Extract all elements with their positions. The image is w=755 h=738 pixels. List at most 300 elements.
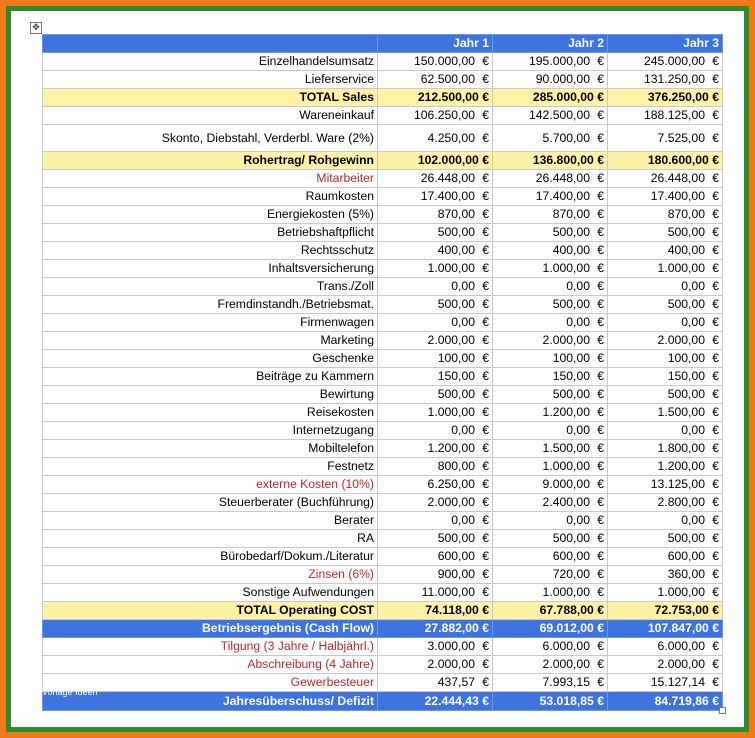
value-cell-year-1[interactable] (378, 107, 493, 125)
value-cell-year-2[interactable] (493, 674, 608, 692)
euro-symbol: € (597, 72, 604, 86)
cell-value: 1.000,00 (427, 261, 475, 275)
row-label[interactable]: Abschreibung (4 Jahre) (43, 656, 378, 674)
table-move-handle-icon[interactable]: ✥ (30, 22, 42, 34)
euro-symbol: € (597, 279, 604, 293)
euro-symbol: € (597, 459, 604, 473)
row-label[interactable]: Lieferservice (43, 71, 378, 89)
header-year-2[interactable]: Jahr 2 (493, 35, 608, 53)
row-label[interactable]: TOTAL Sales (43, 89, 378, 107)
value-cell-year-3[interactable] (608, 260, 723, 278)
value-cell-year-3[interactable] (608, 458, 723, 476)
euro-symbol: € (482, 72, 489, 86)
value-cell-year-2[interactable] (493, 494, 608, 512)
value-cell-year-1[interactable] (378, 638, 493, 656)
euro-symbol: € (712, 549, 719, 563)
cell-value: 1.800,00 (657, 441, 705, 455)
cell-value: 26.448,00 (420, 171, 475, 185)
value-cell-year-2[interactable] (493, 332, 608, 350)
row-label[interactable]: Geschenke (43, 350, 378, 368)
cell-value: 13.125,00 (650, 477, 705, 491)
cell-value: 600,00 (667, 549, 705, 563)
row-label[interactable]: Firmenwagen (43, 314, 378, 332)
value-cell-year-1[interactable] (378, 206, 493, 224)
value-cell-year-2[interactable] (493, 125, 608, 152)
value-cell-year-3[interactable]: 376.250,00 € (608, 89, 723, 107)
euro-symbol: € (482, 171, 489, 185)
value-cell-year-3[interactable] (608, 422, 723, 440)
value-cell-year-1[interactable] (378, 422, 493, 440)
value-cell-year-3[interactable]: 72.753,00 € (608, 602, 723, 620)
cell-value: 500,00 (552, 297, 590, 311)
cell-value: 2.000,00 (427, 333, 475, 347)
euro-symbol: € (597, 297, 604, 311)
euro-symbol: € (712, 405, 719, 419)
value-cell-year-2[interactable] (493, 71, 608, 89)
cell-value: 131.250,00 (644, 72, 705, 86)
cell-value: 500,00 (552, 531, 590, 545)
value-cell-year-2[interactable] (493, 638, 608, 656)
euro-symbol: € (597, 315, 604, 329)
row-label[interactable]: Raumkosten (43, 188, 378, 206)
cell-value: 6.000,00 (657, 639, 705, 653)
table-row (43, 53, 723, 71)
cell-value: 900,00 (437, 567, 475, 581)
value-cell-year-1[interactable] (378, 476, 493, 494)
value-cell-year-3[interactable] (608, 440, 723, 458)
cell-value: 500,00 (437, 531, 475, 545)
table-row (43, 296, 723, 314)
value-cell-year-3[interactable]: 180.600,00 € (608, 152, 723, 170)
table-row (43, 494, 723, 512)
euro-symbol: € (712, 225, 719, 239)
euro-symbol: € (597, 423, 604, 437)
row-label[interactable]: Beiträge zu Kammern (43, 368, 378, 386)
row-label[interactable]: Berater (43, 512, 378, 530)
euro-symbol: € (597, 243, 604, 257)
value-cell-year-3[interactable] (608, 206, 723, 224)
row-label[interactable]: Trans./Zoll (43, 278, 378, 296)
euro-symbol: € (712, 513, 719, 527)
value-cell-year-3[interactable] (608, 107, 723, 125)
value-cell-year-3[interactable] (608, 188, 723, 206)
cell-value: 100,00 (552, 351, 590, 365)
cell-value: 100,00 (437, 351, 475, 365)
euro-symbol: € (482, 549, 489, 563)
euro-symbol: € (482, 657, 489, 671)
cell-value: 870,00 (667, 207, 705, 221)
euro-symbol: € (482, 639, 489, 653)
value-cell-year-3[interactable] (608, 314, 723, 332)
table-row (43, 530, 723, 548)
value-cell-year-1[interactable] (378, 242, 493, 260)
value-cell-year-3[interactable] (608, 278, 723, 296)
cell-value: 3.000,00 (427, 639, 475, 653)
cell-value: 600,00 (552, 549, 590, 563)
value-cell-year-2[interactable]: 69.012,00 € (493, 620, 608, 638)
value-cell-year-1[interactable] (378, 224, 493, 242)
value-cell-year-3[interactable] (608, 53, 723, 71)
euro-symbol: € (597, 189, 604, 203)
value-cell-year-1[interactable] (378, 494, 493, 512)
cell-value: 26.448,00 (650, 171, 705, 185)
euro-symbol: € (482, 225, 489, 239)
cell-value: 1.000,00 (657, 261, 705, 275)
value-cell-year-2[interactable] (493, 530, 608, 548)
value-cell-year-1[interactable] (378, 656, 493, 674)
value-cell-year-1[interactable] (378, 368, 493, 386)
cell-value: 1.000,00 (427, 405, 475, 419)
value-cell-year-2[interactable] (493, 422, 608, 440)
row-label[interactable]: Internetzugang (43, 422, 378, 440)
euro-symbol: € (482, 423, 489, 437)
euro-symbol: € (482, 189, 489, 203)
value-cell-year-1[interactable] (378, 71, 493, 89)
table-row (43, 602, 723, 620)
cell-value: 500,00 (552, 387, 590, 401)
value-cell-year-2[interactable] (493, 206, 608, 224)
value-cell-year-1[interactable] (378, 512, 493, 530)
header-year-1[interactable]: Jahr 1 (378, 35, 493, 53)
table-row (43, 170, 723, 188)
table-row (43, 440, 723, 458)
value-cell-year-2[interactable] (493, 386, 608, 404)
row-label[interactable]: Gewerbesteuer (43, 674, 378, 692)
table-row (43, 656, 723, 674)
value-cell-year-2[interactable] (493, 278, 608, 296)
value-cell-year-2[interactable] (493, 584, 608, 602)
value-cell-year-2[interactable] (493, 440, 608, 458)
cell-value: 15.127,14 (650, 675, 705, 689)
value-cell-year-3[interactable] (608, 638, 723, 656)
value-cell-year-1[interactable] (378, 404, 493, 422)
value-cell-year-1[interactable] (378, 125, 493, 152)
value-cell-year-1[interactable]: 74.118,00 € (378, 602, 493, 620)
euro-symbol: € (712, 243, 719, 257)
cell-value: 62.500,00 (420, 72, 475, 86)
value-cell-year-1[interactable] (378, 188, 493, 206)
row-label[interactable]: Reisekosten (43, 404, 378, 422)
value-cell-year-2[interactable] (493, 350, 608, 368)
value-cell-year-1[interactable] (378, 440, 493, 458)
cell-value: 0,00 (681, 315, 705, 329)
row-label[interactable]: Energiekosten (5%) (43, 206, 378, 224)
row-label[interactable]: Mitarbeiter (43, 170, 378, 188)
value-cell-year-1[interactable] (378, 674, 493, 692)
value-cell-year-2[interactable] (493, 404, 608, 422)
value-cell-year-3[interactable] (608, 350, 723, 368)
cell-value: 500,00 (667, 297, 705, 311)
row-label[interactable]: Einzelhandelsumsatz (43, 53, 378, 71)
row-label[interactable]: Fremdinstandh./Betriebsmat. (43, 296, 378, 314)
value-cell-year-1[interactable] (378, 566, 493, 584)
watermark-text: Vorlage Ideen (42, 687, 98, 697)
table-row (43, 152, 723, 170)
row-label[interactable]: Tilgung (3 Jahre / Halbjährl.) (43, 638, 378, 656)
value-cell-year-1[interactable] (378, 278, 493, 296)
cell-value: 195.000,00 (529, 54, 590, 68)
euro-symbol: € (597, 477, 604, 491)
value-cell-year-3[interactable] (608, 674, 723, 692)
value-cell-year-1[interactable] (378, 584, 493, 602)
cell-value: 26.448,00 (535, 171, 590, 185)
euro-symbol: € (712, 639, 719, 653)
euro-symbol: € (712, 333, 719, 347)
euro-symbol: € (597, 405, 604, 419)
value-cell-year-1[interactable] (378, 548, 493, 566)
table-row (43, 368, 723, 386)
cell-value: 2.000,00 (657, 333, 705, 347)
value-cell-year-2[interactable] (493, 548, 608, 566)
row-label[interactable]: Skonto, Diebstahl, Verderbl. Ware (2%) (43, 125, 378, 152)
table-row (43, 260, 723, 278)
value-cell-year-1[interactable]: 102.000,00 € (378, 152, 493, 170)
value-cell-year-3[interactable]: 107.847,00 € (608, 620, 723, 638)
euro-symbol: € (482, 387, 489, 401)
value-cell-year-2[interactable]: 285.000,00 € (493, 89, 608, 107)
table-row (43, 314, 723, 332)
value-cell-year-1[interactable]: 22.444,43 € (378, 692, 493, 711)
cell-value: 500,00 (552, 225, 590, 239)
euro-symbol: € (712, 675, 719, 689)
row-label[interactable]: Mobiltelefon (43, 440, 378, 458)
euro-symbol: € (482, 585, 489, 599)
value-cell-year-1[interactable] (378, 530, 493, 548)
table-resize-handle[interactable] (719, 707, 726, 714)
cell-value: 188.125,00 (644, 108, 705, 122)
euro-symbol: € (712, 351, 719, 365)
table-row (43, 278, 723, 296)
table-row (43, 89, 723, 107)
table-row (43, 125, 723, 152)
euro-symbol: € (712, 657, 719, 671)
table-row (43, 350, 723, 368)
euro-symbol: € (597, 333, 604, 347)
value-cell-year-2[interactable]: 136.800,00 € (493, 152, 608, 170)
cell-value: 1.200,00 (542, 405, 590, 419)
value-cell-year-1[interactable] (378, 260, 493, 278)
cell-value: 500,00 (437, 387, 475, 401)
euro-symbol: € (712, 315, 719, 329)
value-cell-year-2[interactable] (493, 107, 608, 125)
value-cell-year-1[interactable] (378, 350, 493, 368)
cell-value: 1.000,00 (542, 459, 590, 473)
row-label[interactable]: Bewirtung (43, 386, 378, 404)
value-cell-year-3[interactable] (608, 71, 723, 89)
cell-value: 17.400,00 (420, 189, 475, 203)
cell-value: 150,00 (552, 369, 590, 383)
value-cell-year-1[interactable]: 212.500,00 € (378, 89, 493, 107)
value-cell-year-3[interactable] (608, 224, 723, 242)
value-cell-year-2[interactable] (493, 512, 608, 530)
euro-symbol: € (597, 513, 604, 527)
value-cell-year-3[interactable] (608, 386, 723, 404)
euro-symbol: € (482, 207, 489, 221)
cell-value: 6.250,00 (427, 477, 475, 491)
row-label[interactable]: Festnetz (43, 458, 378, 476)
euro-symbol: € (482, 675, 489, 689)
euro-symbol: € (482, 261, 489, 275)
row-label[interactable]: Wareneinkauf (43, 107, 378, 125)
cell-value: 870,00 (552, 207, 590, 221)
value-cell-year-3[interactable] (608, 656, 723, 674)
value-cell-year-3[interactable] (608, 242, 723, 260)
value-cell-year-3[interactable] (608, 404, 723, 422)
value-cell-year-1[interactable] (378, 314, 493, 332)
value-cell-year-1[interactable] (378, 53, 493, 71)
table-row (43, 548, 723, 566)
table-row (43, 692, 723, 711)
cell-value: 0,00 (566, 513, 590, 527)
value-cell-year-2[interactable] (493, 242, 608, 260)
euro-symbol: € (597, 207, 604, 221)
euro-symbol: € (597, 675, 604, 689)
euro-symbol: € (482, 405, 489, 419)
cell-value: 1.500,00 (542, 441, 590, 455)
row-label[interactable]: Marketing (43, 332, 378, 350)
row-label[interactable]: TOTAL Operating COST (43, 602, 378, 620)
cell-value: 2.000,00 (542, 657, 590, 671)
row-label[interactable]: Rohertrag/ Rohgewinn (43, 152, 378, 170)
value-cell-year-2[interactable]: 67.788,00 € (493, 602, 608, 620)
cell-value: 720,00 (552, 567, 590, 581)
value-cell-year-1[interactable] (378, 170, 493, 188)
cell-value: 400,00 (437, 243, 475, 257)
value-cell-year-2[interactable] (493, 314, 608, 332)
value-cell-year-2[interactable] (493, 458, 608, 476)
euro-symbol: € (482, 495, 489, 509)
value-cell-year-2[interactable]: 53.018,85 € (493, 692, 608, 711)
value-cell-year-2[interactable] (493, 224, 608, 242)
cell-value: 500,00 (667, 531, 705, 545)
value-cell-year-2[interactable] (493, 188, 608, 206)
euro-symbol: € (482, 531, 489, 545)
value-cell-year-3[interactable] (608, 548, 723, 566)
value-cell-year-3[interactable] (608, 332, 723, 350)
table-row (43, 422, 723, 440)
value-cell-year-2[interactable] (493, 260, 608, 278)
value-cell-year-3[interactable] (608, 530, 723, 548)
cell-value: 142.500,00 (529, 108, 590, 122)
value-cell-year-3[interactable] (608, 494, 723, 512)
euro-symbol: € (482, 567, 489, 581)
row-label[interactable]: Zinsen (6%) (43, 566, 378, 584)
value-cell-year-3[interactable] (608, 296, 723, 314)
euro-symbol: € (482, 54, 489, 68)
table-row (43, 512, 723, 530)
row-label[interactable]: Steuerberater (Buchführung) (43, 494, 378, 512)
row-label[interactable]: RA (43, 530, 378, 548)
value-cell-year-2[interactable] (493, 368, 608, 386)
table-row (43, 332, 723, 350)
value-cell-year-1[interactable]: 27.882,00 € (378, 620, 493, 638)
value-cell-year-1[interactable] (378, 386, 493, 404)
row-label[interactable]: Betriebsergebnis (Cash Flow) (43, 620, 378, 638)
euro-symbol: € (482, 477, 489, 491)
euro-symbol: € (712, 297, 719, 311)
table-row (43, 242, 723, 260)
table-row (43, 404, 723, 422)
cell-value: 1.000,00 (542, 585, 590, 599)
euro-symbol: € (597, 495, 604, 509)
row-label[interactable]: Betriebshaftpflicht (43, 224, 378, 242)
euro-symbol: € (482, 333, 489, 347)
euro-symbol: € (597, 171, 604, 185)
cell-value: 2.000,00 (542, 333, 590, 347)
cell-value: 400,00 (552, 243, 590, 257)
value-cell-year-3[interactable] (608, 566, 723, 584)
row-label[interactable]: Jahresüberschuss/ Defizit (43, 692, 378, 711)
euro-symbol: € (597, 585, 604, 599)
row-label[interactable]: externe Kosten (10%) (43, 476, 378, 494)
euro-symbol: € (597, 441, 604, 455)
cell-value: 0,00 (681, 279, 705, 293)
value-cell-year-2[interactable] (493, 656, 608, 674)
value-cell-year-2[interactable] (493, 53, 608, 71)
cell-value: 1.000,00 (657, 585, 705, 599)
row-label[interactable]: Inhaltsversicherung (43, 260, 378, 278)
euro-symbol: € (712, 477, 719, 491)
cell-value: 90.000,00 (535, 72, 590, 86)
value-cell-year-3[interactable] (608, 368, 723, 386)
value-cell-year-3[interactable] (608, 584, 723, 602)
cell-value: 500,00 (437, 297, 475, 311)
table-row (43, 638, 723, 656)
row-label[interactable]: Sonstige Aufwendungen (43, 584, 378, 602)
euro-symbol: € (597, 387, 604, 401)
euro-symbol: € (712, 459, 719, 473)
cell-value: 9.000,00 (542, 477, 590, 491)
euro-symbol: € (712, 108, 719, 122)
value-cell-year-3[interactable] (608, 125, 723, 152)
euro-symbol: € (482, 441, 489, 455)
header-year-3[interactable]: Jahr 3 (608, 35, 723, 53)
euro-symbol: € (597, 567, 604, 581)
euro-symbol: € (712, 207, 719, 221)
table-row (43, 674, 723, 692)
euro-symbol: € (482, 279, 489, 293)
row-label[interactable]: Bürobedarf/Dokum./Literatur (43, 548, 378, 566)
euro-symbol: € (712, 423, 719, 437)
cell-value: 0,00 (566, 315, 590, 329)
cell-value: 500,00 (667, 387, 705, 401)
cell-value: 600,00 (437, 549, 475, 563)
cell-value: 1.500,00 (657, 405, 705, 419)
value-cell-year-3[interactable] (608, 476, 723, 494)
euro-symbol: € (712, 54, 719, 68)
value-cell-year-2[interactable] (493, 566, 608, 584)
value-cell-year-3[interactable] (608, 170, 723, 188)
table-row (43, 458, 723, 476)
value-cell-year-2[interactable] (493, 170, 608, 188)
euro-symbol: € (712, 72, 719, 86)
cell-value: 0,00 (566, 279, 590, 293)
euro-symbol: € (597, 131, 604, 145)
euro-symbol: € (712, 567, 719, 581)
value-cell-year-1[interactable] (378, 458, 493, 476)
cell-value: 360,00 (667, 567, 705, 581)
euro-symbol: € (597, 639, 604, 653)
cell-value: 245.000,00 (644, 54, 705, 68)
euro-symbol: € (482, 315, 489, 329)
value-cell-year-2[interactable] (493, 296, 608, 314)
value-cell-year-3[interactable]: 84.719,86 € (608, 692, 723, 711)
value-cell-year-3[interactable] (608, 512, 723, 530)
row-label[interactable]: Rechtsschutz (43, 242, 378, 260)
value-cell-year-1[interactable] (378, 296, 493, 314)
value-cell-year-1[interactable] (378, 332, 493, 350)
value-cell-year-2[interactable] (493, 476, 608, 494)
